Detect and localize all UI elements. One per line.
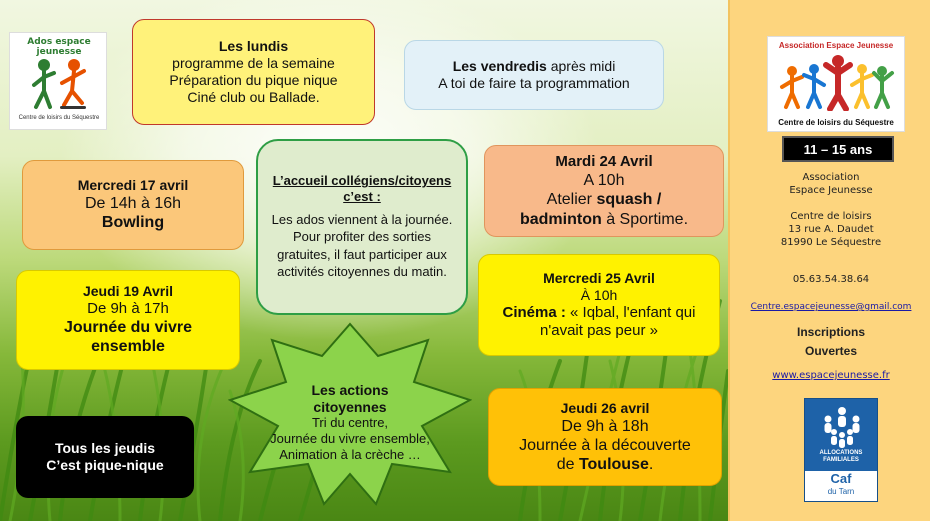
association-logo-top-text: Association Espace Jeunesse bbox=[778, 41, 894, 50]
mercredi17-box bbox=[22, 160, 244, 250]
jeudi19-box bbox=[16, 270, 240, 370]
association-logo-bottom-text: Centre de loisirs du Séquestre bbox=[778, 118, 894, 127]
lundis-line-2: Préparation du pique nique bbox=[169, 72, 338, 88]
website-link[interactable]: www.espacejeunesse.fr bbox=[772, 370, 890, 381]
mercredi17-activity: Bowling bbox=[101, 214, 165, 232]
age-badge: 11 – 15 ans bbox=[782, 136, 894, 162]
actions-title: Les actions citoyennes bbox=[311, 381, 389, 415]
jeudi19-time: De 9h à 17h bbox=[87, 300, 169, 318]
caf-bottom bbox=[805, 471, 877, 501]
vendredis-line: A toi de faire ta programmation bbox=[438, 75, 630, 91]
jeudi26-city: Toulouse bbox=[578, 455, 649, 473]
jeudi26-time: De 9h à 18h bbox=[561, 417, 649, 435]
kids-group-icon bbox=[778, 55, 896, 111]
lundis-title: Les lundis bbox=[218, 38, 289, 55]
info-sidebar bbox=[728, 0, 930, 521]
caf-name: Caf bbox=[830, 471, 852, 486]
lundis-line-3: Ciné club ou Ballade. bbox=[187, 88, 320, 105]
ouvertes-label: Ouvertes bbox=[804, 344, 858, 358]
jeudi26-title: Jeudi 26 avril bbox=[560, 399, 650, 416]
actions-line-2: Journée du vivre ensemble, Animation à la crèche … bbox=[270, 431, 430, 462]
phone-number: 05.63.54.38.64 bbox=[792, 274, 870, 285]
caf-label: ALLOCATIONS FAMILIALES bbox=[819, 450, 863, 463]
mardi24-line1-pre: Atelier bbox=[546, 191, 597, 209]
mercredi17-title: Mercredi 17 avril bbox=[77, 177, 189, 194]
lundis-box bbox=[132, 19, 375, 125]
mardi24-box bbox=[484, 145, 724, 237]
jeudi26-line2-post: . bbox=[648, 455, 654, 473]
address-block bbox=[730, 171, 930, 249]
mardi24-sport-1: squash / bbox=[596, 191, 662, 209]
mercredi25-label: Cinéma : bbox=[502, 303, 566, 321]
mardi24-title: Mardi 24 Avril bbox=[555, 153, 653, 171]
mardi24-time: A 10h bbox=[583, 172, 625, 190]
address-line-4: Centre de loisirs bbox=[790, 211, 872, 222]
mercredi17-time: De 14h à 16h bbox=[84, 195, 182, 213]
accueil-title: L’accueil collégiens/citoyens c’est : bbox=[272, 173, 452, 204]
ados-espace-jeunesse-logo bbox=[9, 32, 107, 130]
caf-family-icon bbox=[819, 405, 865, 449]
mercredi25-time: À 10h bbox=[580, 287, 618, 303]
lundis-line-1: programme de la semaine bbox=[172, 55, 335, 72]
address-line-3 bbox=[730, 197, 930, 210]
mardi24-sport-2: badminton bbox=[519, 210, 602, 228]
address-line-5: 13 rue A. Daudet bbox=[788, 224, 874, 235]
address-line-6: 81990 Le Séquestre bbox=[780, 237, 882, 248]
caf-sub: du Tarn bbox=[827, 487, 855, 496]
jeudi26-line-1: Journée à la découverte bbox=[519, 436, 691, 454]
caf-logo bbox=[804, 398, 878, 502]
address-line-1: Association bbox=[802, 172, 860, 183]
mercredi25-movie: « Iqbal, l'enfant qui n'avait pas peur » bbox=[540, 303, 696, 339]
vendredis-title-rest: après midi bbox=[546, 58, 616, 75]
vendredis-box bbox=[404, 40, 664, 110]
vendredis-title: Les vendredis bbox=[452, 58, 547, 75]
mardi24-line2-rest: à Sportime. bbox=[601, 210, 689, 228]
jeudi19-title: Jeudi 19 Avril bbox=[82, 283, 173, 300]
logo-arc-text: Ados espace jeunesse bbox=[27, 37, 91, 57]
association-logo bbox=[767, 36, 905, 132]
jeudi19-activity: Journée du vivre ensemble bbox=[63, 319, 193, 356]
jeudis-line-2: C’est pique-nique bbox=[46, 457, 164, 473]
jeudi26-line2-pre: de bbox=[556, 455, 579, 473]
jeudis-box bbox=[16, 416, 194, 498]
actions-box bbox=[268, 362, 432, 482]
jeudis-line-1: Tous les jeudis bbox=[54, 440, 156, 457]
mercredi25-box bbox=[478, 254, 720, 356]
mercredi25-title: Mercredi 25 Avril bbox=[543, 270, 655, 287]
inscriptions-label: Inscriptions bbox=[796, 325, 865, 339]
email-link[interactable]: Centre.espacejeunesse@gmail.com bbox=[750, 302, 912, 312]
accueil-box bbox=[256, 139, 468, 315]
accueil-body: Les ados viennent à la journée. Pour profiter des sorties gratuites, il faut participer aux activités citoyennes du matin. bbox=[271, 211, 453, 280]
kids-figures-icon bbox=[24, 55, 94, 111]
address-line-2: Espace Jeunesse bbox=[789, 185, 873, 196]
jeudi26-box bbox=[488, 388, 722, 486]
logo-subtitle: Centre de loisirs du Séquestre bbox=[18, 115, 100, 121]
actions-line-1: Tri du centre, bbox=[311, 415, 389, 431]
